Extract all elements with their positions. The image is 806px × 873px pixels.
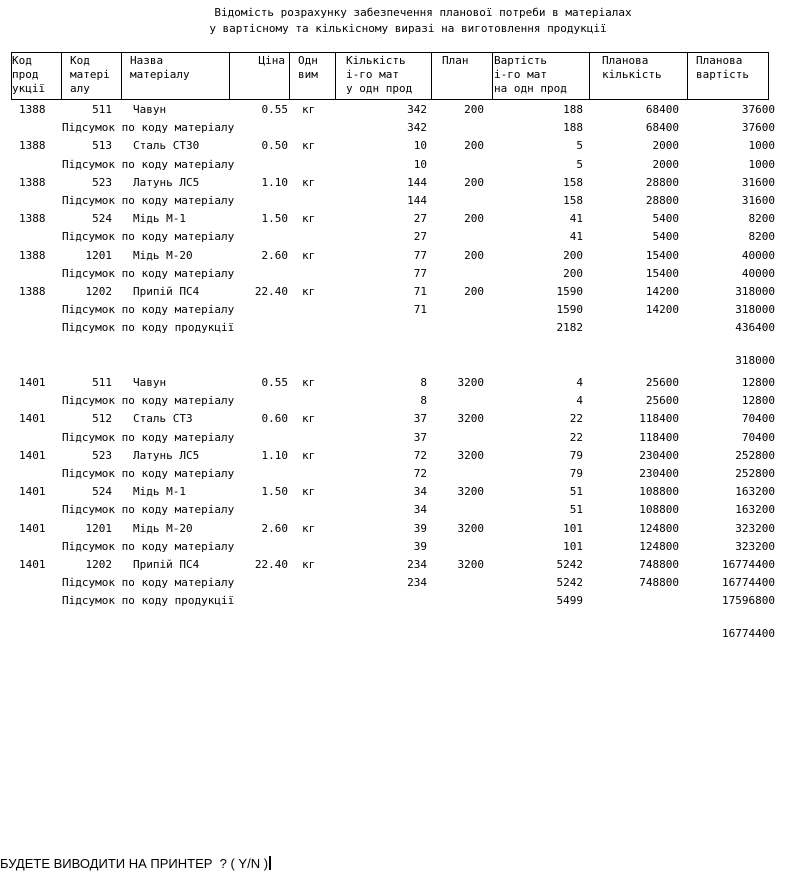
cell-pv: 16774400: [722, 558, 775, 571]
cell-name: Чавун: [133, 103, 167, 116]
cell-cost: 51: [569, 485, 583, 499]
cell-unit: кг: [302, 448, 316, 462]
cell-cost: 1590: [556, 303, 583, 317]
material-subtotal-row: [0, 119, 806, 137]
cell-qty: 144: [407, 194, 427, 207]
cell-prod: 1401: [19, 558, 46, 571]
cell-pq: 5400: [652, 212, 679, 226]
cell-qty: 34: [413, 485, 427, 499]
cell-unit: кг: [302, 212, 316, 226]
cell-price: 0.55: [261, 103, 288, 116]
cell-pv: 318000: [735, 303, 775, 317]
printer-prompt: [0, 856, 271, 871]
cell-cost: 158: [563, 194, 583, 207]
cell-qty: 8: [420, 376, 427, 389]
cell-pv: 436400: [735, 321, 775, 335]
cell-name: Мідь М-20: [133, 521, 193, 535]
cell-plan: 3200: [457, 376, 484, 389]
cell-pq: 68400: [645, 121, 679, 135]
cell-prod: 1388: [19, 139, 46, 153]
cell-plan: 200: [464, 248, 484, 262]
table-row: [0, 374, 806, 392]
cell-pq: 2000: [652, 139, 679, 153]
table-row: [0, 101, 806, 119]
table-row: [0, 210, 806, 228]
cell-pv: 40000: [741, 266, 775, 280]
cell-qty: 234: [407, 558, 427, 571]
cell-unit: кг: [302, 139, 316, 153]
cell-cost: 200: [563, 248, 583, 262]
table-row: [0, 483, 806, 501]
cell-pv: 37600: [741, 121, 775, 135]
cell-qty: 342: [407, 121, 427, 135]
cell-pq: 748800: [639, 576, 679, 590]
cell-label: Підсумок по коду матеріалу: [62, 503, 235, 517]
cell-cost: 101: [563, 521, 583, 535]
cell-label: Підсумок по коду матеріалу: [62, 467, 235, 480]
cell-pv: 252800: [735, 448, 775, 462]
cell-unit: кг: [302, 103, 316, 116]
extra-total-row: [0, 352, 806, 370]
cell-price: 2.60: [261, 248, 288, 262]
cell-mat: 1201: [85, 521, 112, 535]
header-vartist: Вартість і-го мат на одн прод: [493, 53, 590, 99]
cell-pq: 124800: [639, 539, 679, 553]
printer-prompt-text: БУДЕТЕ ВИВОДИТИ НА ПРИНТЕР ? ( Y/N ): [0, 856, 269, 871]
material-subtotal-row: [0, 392, 806, 410]
cell-prod: 1401: [19, 485, 46, 499]
cell-plan: 200: [464, 212, 484, 226]
cell-mat: 1202: [85, 558, 112, 571]
cell-mat: 523: [92, 448, 112, 462]
cell-cost: 22: [569, 430, 583, 444]
cell-cost: 1590: [556, 285, 583, 298]
cell-prod: 1401: [19, 412, 46, 426]
cell-name: Чавун: [133, 376, 167, 389]
table-row: [0, 447, 806, 465]
cell-pq: 230400: [639, 467, 679, 480]
cell-label: Підсумок по коду матеріалу: [62, 230, 235, 244]
cell-name: Сталь СТ3: [133, 412, 193, 426]
cell-label: Підсумок по коду матеріалу: [62, 194, 235, 207]
cell-price: 22.40: [254, 285, 288, 298]
cell-qty: 72: [413, 448, 427, 462]
cell-name: Латунь ЛС5: [133, 448, 200, 462]
cell-label: Підсумок по коду продукції: [62, 321, 235, 335]
cell-pv: 1000: [748, 139, 775, 153]
cell-pv: 8200: [748, 212, 775, 226]
cell-price: 1.50: [261, 212, 288, 226]
cell-label: Підсумок по коду матеріалу: [62, 539, 235, 553]
cell-cost: 101: [563, 539, 583, 553]
cell-unit: кг: [302, 521, 316, 535]
cell-name: Мідь М-1: [133, 485, 186, 499]
cell-qty: 144: [407, 175, 427, 189]
cell-name: Латунь ЛС5: [133, 175, 200, 189]
cell-unit: кг: [302, 175, 316, 189]
cell-pq: 2000: [652, 157, 679, 171]
cell-price: 22.40: [254, 558, 288, 571]
cell-qty: 37: [413, 430, 427, 444]
header-nazva: Назва матеріалу: [122, 53, 230, 99]
cell-cost: 41: [569, 212, 583, 226]
report-title-line1: Відомість розрахунку забезпечення планової потреби в матеріалах: [214, 6, 632, 19]
cell-prod: 1401: [19, 521, 46, 535]
cell-unit: кг: [302, 485, 316, 499]
header-plan: План: [432, 53, 493, 99]
cell-pq: 28800: [645, 194, 679, 207]
cell-label: Підсумок по коду матеріалу: [62, 266, 235, 280]
cell-cost: 158: [563, 175, 583, 189]
cell-qty: 77: [413, 248, 427, 262]
cell-qty: 10: [413, 157, 427, 171]
text-cursor: [269, 856, 271, 870]
cell-price: 0.60: [261, 412, 288, 426]
cell-unit: кг: [302, 248, 316, 262]
table-header: [11, 52, 769, 100]
cell-mat: 511: [92, 376, 112, 389]
cell-cost: 51: [569, 503, 583, 517]
cell-name: Припій ПС4: [133, 558, 200, 571]
cell-cost: 4: [576, 394, 583, 408]
cell-qty: 77: [413, 266, 427, 280]
cell-pq: 15400: [645, 266, 679, 280]
cell-prod: 1401: [19, 448, 46, 462]
header-odn: Одн вим: [290, 53, 336, 99]
cell-pv: 16774400: [722, 576, 775, 590]
header-plan-vartist: Планова вартість: [696, 54, 749, 81]
material-subtotal-row: [0, 429, 806, 447]
cell-price: 2.60: [261, 521, 288, 535]
cell-cost: 4: [576, 376, 583, 389]
cell-qty: 27: [413, 230, 427, 244]
cell-pv: 1000: [748, 157, 775, 171]
cell-pq: 14200: [645, 285, 679, 298]
cell-pq: 28800: [645, 175, 679, 189]
cell-qty: 39: [413, 521, 427, 535]
product-subtotal-row: [0, 592, 806, 610]
cell-prod: 1388: [19, 212, 46, 226]
cell-name: Сталь СТ30: [133, 139, 200, 153]
cell-pq: 25600: [645, 394, 679, 408]
material-subtotal-row: [0, 228, 806, 246]
cell-pq: 68400: [645, 103, 679, 116]
cell-cost: 5242: [556, 558, 583, 571]
cell-prod: 1388: [19, 103, 46, 116]
cell-label: Підсумок по коду продукції: [62, 594, 235, 608]
cell-pv: 323200: [735, 521, 775, 535]
cell-pq: 118400: [639, 430, 679, 444]
cell-pv: 318000: [735, 285, 775, 298]
header-plan-kilkist: Планова кількість: [590, 53, 688, 99]
cell-plan: 200: [464, 139, 484, 153]
cell-unit: кг: [302, 558, 316, 571]
cell-label: Підсумок по коду матеріалу: [62, 303, 235, 317]
table-row: [0, 137, 806, 155]
cell-prod: 1388: [19, 175, 46, 189]
material-subtotal-row: [0, 301, 806, 319]
cell-pv: 17596800: [722, 594, 775, 608]
cell-pq: 748800: [639, 558, 679, 571]
cell-pv: 252800: [735, 467, 775, 480]
cell-price: 1.10: [261, 448, 288, 462]
header-kod-mat: Код матері алу: [62, 53, 122, 99]
cell-plan: 3200: [457, 485, 484, 499]
cell-plan: 3200: [457, 448, 484, 462]
cell-label: Підсумок по коду матеріалу: [62, 394, 235, 408]
cell-name: Мідь М-1: [133, 212, 186, 226]
cell-pv: 40000: [741, 248, 775, 262]
table-row: [0, 283, 806, 301]
report-title: [0, 5, 806, 37]
cell-label: Підсумок по коду матеріалу: [62, 430, 235, 444]
cell-pv: 318000: [735, 353, 775, 367]
cell-pv: 12800: [741, 376, 775, 389]
cell-qty: 72: [413, 467, 427, 480]
cell-cost: 5: [576, 139, 583, 153]
cell-pv: 163200: [735, 503, 775, 517]
cell-qty: 27: [413, 212, 427, 226]
cell-price: 1.50: [261, 485, 288, 499]
cell-name: Припій ПС4: [133, 285, 200, 298]
cell-pq: 5400: [652, 230, 679, 244]
cell-qty: 34: [413, 503, 427, 517]
cell-pv: 70400: [741, 412, 775, 426]
cell-plan: 200: [464, 103, 484, 116]
cell-label: Підсумок по коду матеріалу: [62, 121, 235, 135]
report-title-line2: у вартісному та кількісному виразі на виготовлення продукції: [209, 22, 607, 35]
cell-plan: 3200: [457, 558, 484, 571]
material-subtotal-row: [0, 265, 806, 283]
material-subtotal-row: [0, 465, 806, 483]
cell-cost: 41: [569, 230, 583, 244]
cell-plan: 200: [464, 285, 484, 298]
cell-qty: 71: [413, 285, 427, 298]
material-subtotal-row: [0, 501, 806, 519]
cell-prod: 1388: [19, 248, 46, 262]
cell-pq: 108800: [639, 503, 679, 517]
cell-mat: 513: [92, 139, 112, 153]
cell-cost: 5: [576, 157, 583, 171]
cell-pv: 16774400: [722, 626, 775, 640]
cell-unit: кг: [302, 412, 316, 426]
cell-cost: 200: [563, 266, 583, 280]
cell-cost: 2182: [556, 321, 583, 335]
cell-pv: 12800: [741, 394, 775, 408]
cell-price: 1.10: [261, 175, 288, 189]
cell-mat: 524: [92, 212, 112, 226]
cell-price: 0.55: [261, 376, 288, 389]
cell-pv: 8200: [748, 230, 775, 244]
cell-cost: 22: [569, 412, 583, 426]
cell-pv: 163200: [735, 485, 775, 499]
cell-cost: 5242: [556, 576, 583, 590]
header-kilkist: Кількість і-го мат у одн прод: [336, 53, 432, 99]
cell-pq: 230400: [639, 448, 679, 462]
cell-plan: 3200: [457, 412, 484, 426]
cell-prod: 1401: [19, 376, 46, 389]
table-row: [0, 410, 806, 428]
cell-plan: 3200: [457, 521, 484, 535]
material-subtotal-row: [0, 192, 806, 210]
cell-pv: 37600: [741, 103, 775, 116]
cell-pq: 108800: [639, 485, 679, 499]
cell-pv: 31600: [741, 194, 775, 207]
cell-pq: 118400: [639, 412, 679, 426]
material-subtotal-row: [0, 156, 806, 174]
cell-pq: 14200: [645, 303, 679, 317]
product-subtotal-row: [0, 319, 806, 337]
cell-mat: 524: [92, 485, 112, 499]
cell-qty: 342: [407, 103, 427, 116]
cell-mat: 523: [92, 175, 112, 189]
cell-cost: 79: [569, 467, 583, 480]
cell-price: 0.50: [261, 139, 288, 153]
cell-qty: 234: [407, 576, 427, 590]
cell-qty: 39: [413, 539, 427, 553]
cell-mat: 1201: [85, 248, 112, 262]
cell-label: Підсумок по коду матеріалу: [62, 157, 235, 171]
cell-qty: 37: [413, 412, 427, 426]
cell-qty: 8: [420, 394, 427, 408]
cell-qty: 71: [413, 303, 427, 317]
cell-plan: 200: [464, 175, 484, 189]
header-kod-prod: Код прод укції: [12, 53, 62, 99]
cell-prod: 1388: [19, 285, 46, 298]
cell-qty: 10: [413, 139, 427, 153]
cell-pq: 15400: [645, 248, 679, 262]
table-row: [0, 247, 806, 265]
cell-pq: 124800: [639, 521, 679, 535]
cell-pv: 70400: [741, 430, 775, 444]
cell-label: Підсумок по коду матеріалу: [62, 576, 235, 590]
cell-pq: 25600: [645, 376, 679, 389]
header-cina: Ціна: [230, 53, 290, 99]
cell-pv: 31600: [741, 175, 775, 189]
cell-cost: 79: [569, 448, 583, 462]
cell-cost: 188: [563, 121, 583, 135]
cell-cost: 188: [563, 103, 583, 116]
cell-unit: кг: [302, 285, 316, 298]
cell-mat: 1202: [85, 285, 112, 298]
cell-cost: 5499: [556, 594, 583, 608]
cell-unit: кг: [302, 376, 316, 389]
cell-pv: 323200: [735, 539, 775, 553]
table-row: [0, 174, 806, 192]
extra-total-row: [0, 625, 806, 643]
material-subtotal-row: [0, 574, 806, 592]
cell-mat: 511: [92, 103, 112, 116]
cell-mat: 512: [92, 412, 112, 426]
table-row: [0, 520, 806, 538]
material-subtotal-row: [0, 538, 806, 556]
table-row: [0, 556, 806, 574]
cell-name: Мідь М-20: [133, 248, 193, 262]
